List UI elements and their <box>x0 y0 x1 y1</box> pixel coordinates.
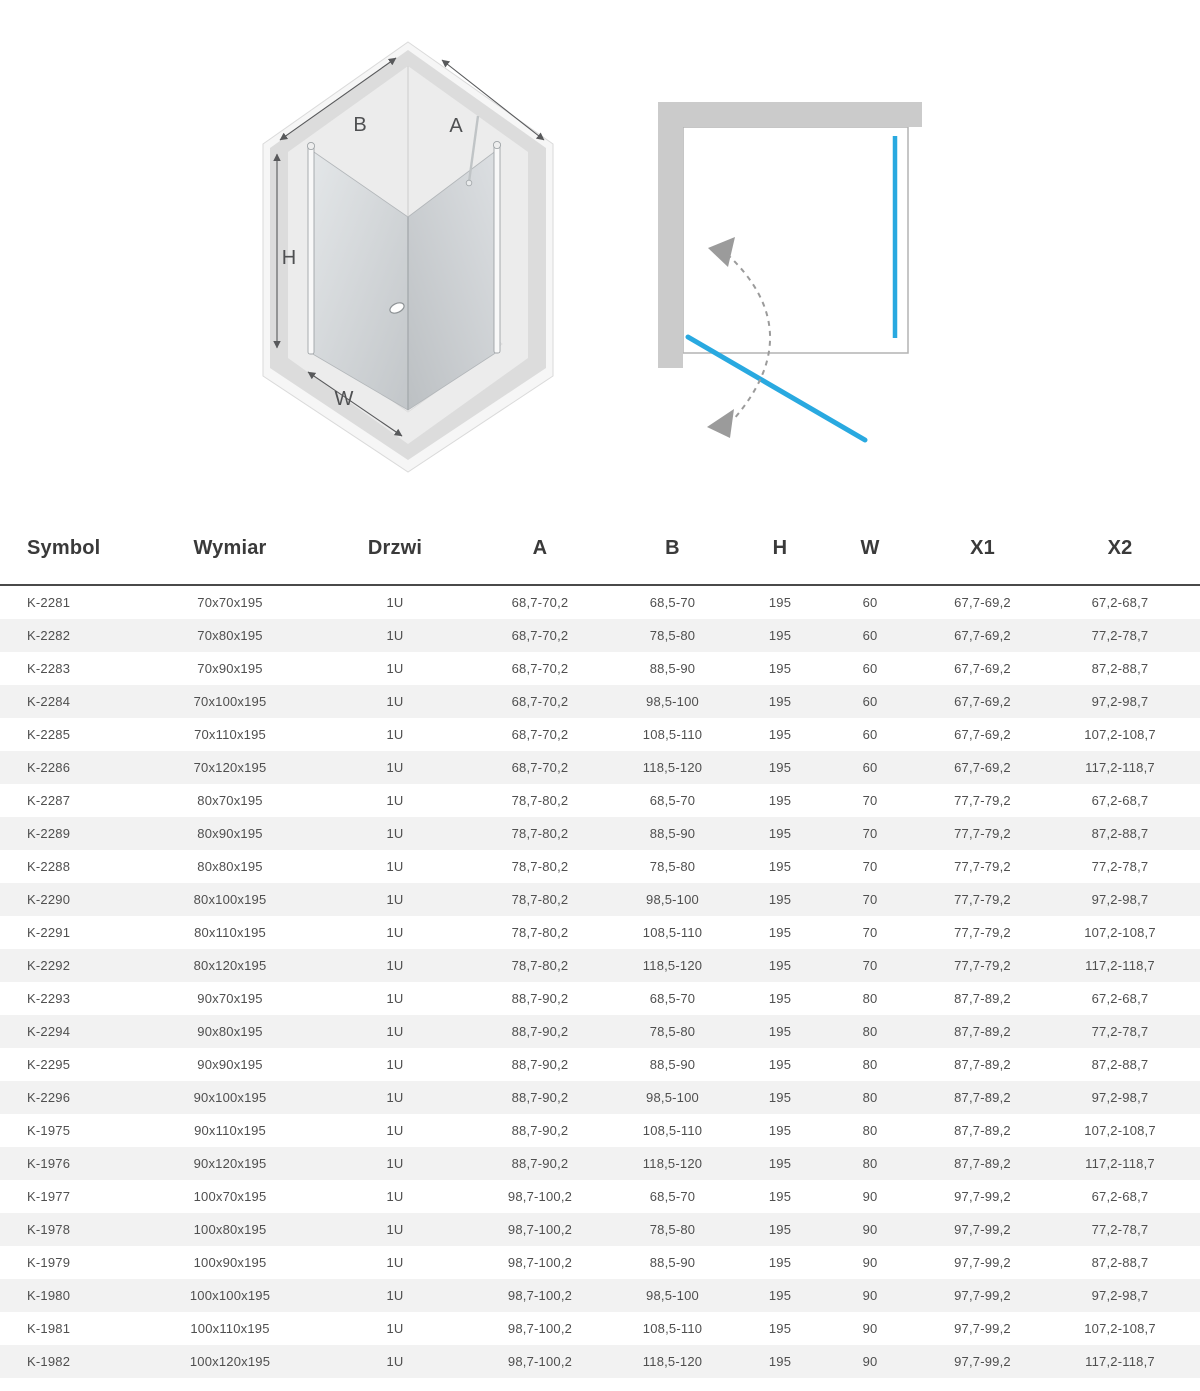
table-cell: 87,7-89,2 <box>954 1090 1011 1105</box>
table-cell: K-1979 <box>27 1255 71 1270</box>
table-cell: 1U <box>386 1222 404 1237</box>
column-header-x2: X2 <box>1107 537 1133 559</box>
table-cell: 77,2-78,7 <box>1091 1222 1149 1237</box>
table-cell: 1U <box>386 892 404 907</box>
table-cell: 98,7-100,2 <box>507 1354 573 1369</box>
dimension-label-h: H <box>281 247 297 269</box>
table-cell: K-2286 <box>27 760 71 775</box>
table-cell: K-2285 <box>27 727 71 742</box>
table-cell: 98,5-100 <box>646 1288 699 1303</box>
table-cell: 195 <box>768 958 792 973</box>
dimension-label-w: W <box>334 388 354 410</box>
table-cell: 68,5-70 <box>649 1189 696 1204</box>
table-cell: 97,7-99,2 <box>954 1222 1011 1237</box>
table-cell: 100x120x195 <box>189 1354 271 1369</box>
isometric-diagram <box>256 36 560 476</box>
table-row <box>0 817 1200 850</box>
plan-diagram <box>650 95 930 445</box>
table-cell: 78,7-80,2 <box>511 958 569 973</box>
table-row <box>0 949 1200 982</box>
table-cell: 1U <box>386 1090 404 1105</box>
table-cell: K-1976 <box>27 1156 71 1171</box>
table-cell: 67,7-69,2 <box>954 760 1011 775</box>
table-cell: 117,2-118,7 <box>1085 1354 1155 1369</box>
table-cell: 70x100x195 <box>193 694 267 709</box>
table-cell: 87,7-89,2 <box>954 1024 1011 1039</box>
table-cell: 1U <box>386 958 404 973</box>
post-cap-right <box>493 141 500 148</box>
table-cell: 68,7-70,2 <box>511 595 569 610</box>
table-cell: 67,2-68,7 <box>1091 793 1149 808</box>
table-cell: 60 <box>862 628 878 643</box>
table-cell: 67,7-69,2 <box>954 595 1011 610</box>
table-row <box>0 916 1200 949</box>
table-cell: 1U <box>386 1057 404 1072</box>
table-cell: 87,7-89,2 <box>954 991 1011 1006</box>
table-cell: 195 <box>768 628 792 643</box>
table-cell: 98,7-100,2 <box>507 1288 573 1303</box>
table-cell: 107,2-108,7 <box>1084 1123 1156 1138</box>
table-cell: 195 <box>768 892 792 907</box>
table-cell: K-1982 <box>27 1354 71 1369</box>
table-cell: 195 <box>768 1354 792 1369</box>
table-cell: 77,7-79,2 <box>954 826 1011 841</box>
table-cell: 68,7-70,2 <box>511 727 569 742</box>
table-cell: 78,5-80 <box>649 1024 696 1039</box>
table-cell: 80x80x195 <box>197 859 263 874</box>
table-cell: 1U <box>386 727 404 742</box>
column-header-wymiar: Wymiar <box>193 537 267 559</box>
table-cell: K-2284 <box>27 694 71 709</box>
table-cell: 60 <box>862 727 878 742</box>
dimension-label-b: B <box>353 114 367 136</box>
table-cell: K-2293 <box>27 991 71 1006</box>
table-row <box>0 784 1200 817</box>
table-cell: 77,7-79,2 <box>954 892 1011 907</box>
table-cell: K-1978 <box>27 1222 71 1237</box>
table-cell: 195 <box>768 595 792 610</box>
table-row <box>0 586 1200 619</box>
table-cell: 70x70x195 <box>197 595 263 610</box>
table-cell: 90x100x195 <box>193 1090 267 1105</box>
table-cell: 108,5-110 <box>642 727 703 742</box>
table-cell: 88,5-90 <box>649 1255 696 1270</box>
table-cell: 68,7-70,2 <box>511 694 569 709</box>
table-cell: 70 <box>862 925 878 940</box>
table-cell: K-2292 <box>27 958 71 973</box>
table-cell: 1U <box>386 760 404 775</box>
column-header-symbol: Symbol <box>27 537 101 559</box>
table-cell: 1U <box>386 1354 404 1369</box>
table-cell: 78,7-80,2 <box>511 892 569 907</box>
table-row <box>0 1147 1200 1180</box>
table-cell: K-2289 <box>27 826 71 841</box>
table-cell: 98,7-100,2 <box>507 1189 573 1204</box>
table-row <box>0 1345 1200 1378</box>
table-cell: 1U <box>386 628 404 643</box>
table-cell: 97,7-99,2 <box>954 1255 1011 1270</box>
table-cell: 68,5-70 <box>649 991 696 1006</box>
table-cell: 90x70x195 <box>197 991 263 1006</box>
table-cell: 90x90x195 <box>197 1057 263 1072</box>
table-cell: 80 <box>862 1156 878 1171</box>
table-cell: 78,5-80 <box>649 1222 696 1237</box>
table-cell: 77,2-78,7 <box>1091 628 1149 643</box>
post-cap-left <box>307 142 314 149</box>
table-cell: 70 <box>862 958 878 973</box>
table-cell: 117,2-118,7 <box>1085 1156 1155 1171</box>
table-cell: 67,2-68,7 <box>1091 595 1149 610</box>
table-row <box>0 619 1200 652</box>
table-cell: 1U <box>386 661 404 676</box>
table-cell: 1U <box>386 1321 404 1336</box>
table-row <box>0 883 1200 916</box>
table-cell: 107,2-108,7 <box>1084 1321 1156 1336</box>
table-cell: 195 <box>768 661 792 676</box>
table-cell: 97,2-98,7 <box>1091 694 1149 709</box>
table-cell: K-1977 <box>27 1189 71 1204</box>
table-row <box>0 1048 1200 1081</box>
table-cell: 195 <box>768 1255 792 1270</box>
table-row <box>0 850 1200 883</box>
product-diagrams <box>0 0 1200 512</box>
table-header-row <box>0 512 1200 586</box>
table-cell: 195 <box>768 1321 792 1336</box>
table-cell: 195 <box>768 1024 792 1039</box>
table-cell: 97,7-99,2 <box>954 1354 1011 1369</box>
table-cell: 118,5-120 <box>642 760 703 775</box>
table-cell: 98,7-100,2 <box>507 1222 573 1237</box>
table-cell: 88,7-90,2 <box>511 1057 569 1072</box>
table-cell: 78,5-80 <box>649 628 696 643</box>
wall-post-left <box>308 146 314 354</box>
table-cell: 195 <box>768 727 792 742</box>
wall-top <box>658 102 922 127</box>
table-cell: 77,7-79,2 <box>954 793 1011 808</box>
table-cell: 87,7-89,2 <box>954 1123 1011 1138</box>
table-cell: 118,5-120 <box>642 1156 703 1171</box>
table-cell: 88,5-90 <box>649 1057 696 1072</box>
table-cell: 1U <box>386 859 404 874</box>
table-cell: 90 <box>862 1321 878 1336</box>
table-cell: 80x100x195 <box>193 892 267 907</box>
table-cell: 60 <box>862 661 878 676</box>
dimension-label-a: A <box>449 115 463 137</box>
table-cell: 78,7-80,2 <box>511 826 569 841</box>
table-cell: 1U <box>386 826 404 841</box>
table-body <box>0 586 1200 1378</box>
table-cell: 68,7-70,2 <box>511 760 569 775</box>
table-cell: 97,7-99,2 <box>954 1189 1011 1204</box>
table-cell: 195 <box>768 694 792 709</box>
table-cell: 67,7-69,2 <box>954 628 1011 643</box>
table-cell: 78,7-80,2 <box>511 925 569 940</box>
table-cell: 1U <box>386 925 404 940</box>
table-cell: K-2282 <box>27 628 71 643</box>
table-cell: 88,7-90,2 <box>511 1090 569 1105</box>
table-cell: 90 <box>862 1222 878 1237</box>
table-cell: 97,2-98,7 <box>1091 1090 1149 1105</box>
table-cell: 77,2-78,7 <box>1091 859 1149 874</box>
table-cell: 67,7-69,2 <box>954 727 1011 742</box>
table-cell: 90x110x195 <box>194 1123 266 1138</box>
table-cell: 195 <box>768 925 792 940</box>
column-header-h: H <box>772 537 788 559</box>
table-cell: K-2295 <box>27 1057 71 1072</box>
table-cell: 100x110x195 <box>190 1321 270 1336</box>
table-cell: 88,7-90,2 <box>511 991 569 1006</box>
table-cell: 195 <box>768 826 792 841</box>
table-cell: 195 <box>768 1222 792 1237</box>
table-cell: K-2294 <box>27 1024 71 1039</box>
table-row <box>0 1279 1200 1312</box>
table-cell: 100x90x195 <box>193 1255 267 1270</box>
table-cell: 68,7-70,2 <box>511 661 569 676</box>
table-cell: 195 <box>768 1090 792 1105</box>
wall-post-right <box>494 145 500 353</box>
table-cell: 78,5-80 <box>649 859 696 874</box>
table-cell: 195 <box>768 1288 792 1303</box>
table-row <box>0 1015 1200 1048</box>
table-cell: 60 <box>862 760 878 775</box>
table-cell: 98,7-100,2 <box>507 1321 573 1336</box>
swing-arrowhead-top <box>708 237 735 267</box>
table-cell: 100x80x195 <box>193 1222 267 1237</box>
table-cell: 195 <box>768 1123 792 1138</box>
table-cell: 67,7-69,2 <box>954 694 1011 709</box>
table-cell: 1U <box>386 1024 404 1039</box>
table-cell: 195 <box>768 1189 792 1204</box>
table-cell: 1U <box>386 694 404 709</box>
table-cell: 60 <box>862 694 878 709</box>
table-cell: 80x70x195 <box>197 793 263 808</box>
table-cell: 1U <box>386 1189 404 1204</box>
table-cell: 90 <box>862 1189 878 1204</box>
table-cell: K-2291 <box>27 925 71 940</box>
table-cell: K-2290 <box>27 892 71 907</box>
table-row <box>0 982 1200 1015</box>
table-cell: 117,2-118,7 <box>1085 958 1155 973</box>
table-cell: 70 <box>862 826 878 841</box>
table-cell: 100x70x195 <box>193 1189 267 1204</box>
table-cell: 88,7-90,2 <box>511 1156 569 1171</box>
table-cell: 80 <box>862 1057 878 1072</box>
table-cell: 108,5-110 <box>642 1321 703 1336</box>
table-row <box>0 1114 1200 1147</box>
table-cell: 80x110x195 <box>194 925 266 940</box>
table-cell: 195 <box>768 1156 792 1171</box>
table-cell: 70x90x195 <box>197 661 263 676</box>
table-row <box>0 1213 1200 1246</box>
table-row <box>0 652 1200 685</box>
table-cell: 70 <box>862 892 878 907</box>
table-cell: 78,7-80,2 <box>511 793 569 808</box>
table-cell: 87,7-89,2 <box>954 1156 1011 1171</box>
table-cell: 60 <box>862 595 878 610</box>
table-cell: 107,2-108,7 <box>1084 925 1156 940</box>
column-header-w: W <box>860 537 880 559</box>
table-cell: 67,7-69,2 <box>954 661 1011 676</box>
table-cell: 97,2-98,7 <box>1091 892 1149 907</box>
table-cell: 77,2-78,7 <box>1091 1024 1149 1039</box>
table-row <box>0 1180 1200 1213</box>
table-cell: K-2281 <box>27 595 71 610</box>
table-cell: 80 <box>862 1024 878 1039</box>
table-cell: 87,7-89,2 <box>954 1057 1011 1072</box>
table-cell: 107,2-108,7 <box>1084 727 1156 742</box>
table-cell: K-1981 <box>27 1321 71 1336</box>
door-swing-arc <box>727 254 770 420</box>
table-cell: 87,2-88,7 <box>1091 661 1149 676</box>
table-cell: K-2288 <box>27 859 71 874</box>
table-cell: 1U <box>386 1288 404 1303</box>
table-row <box>0 751 1200 784</box>
column-header-x1: X1 <box>970 537 995 559</box>
table-row <box>0 685 1200 718</box>
table-cell: 70 <box>862 859 878 874</box>
spec-table <box>0 512 1200 1378</box>
table-cell: 90x80x195 <box>197 1024 263 1039</box>
table-cell: 1U <box>386 1123 404 1138</box>
table-cell: 97,2-98,7 <box>1091 1288 1149 1303</box>
column-header-drzwi: Drzwi <box>367 537 423 559</box>
table-cell: 97,7-99,2 <box>954 1288 1011 1303</box>
table-cell: 195 <box>768 1057 792 1072</box>
table-cell: 68,5-70 <box>649 595 696 610</box>
table-cell: 70x120x195 <box>193 760 267 775</box>
table-cell: 108,5-110 <box>642 925 703 940</box>
table-cell: 90 <box>862 1354 878 1369</box>
table-cell: 87,2-88,7 <box>1091 1255 1149 1270</box>
table-cell: 195 <box>768 793 792 808</box>
table-cell: 77,7-79,2 <box>954 859 1011 874</box>
table-cell: 80 <box>862 1123 878 1138</box>
table-cell: 87,2-88,7 <box>1091 1057 1149 1072</box>
table-cell: 67,2-68,7 <box>1091 991 1149 1006</box>
table-cell: K-2283 <box>27 661 71 676</box>
table-cell: 118,5-120 <box>642 1354 703 1369</box>
table-cell: 108,5-110 <box>642 1123 703 1138</box>
table-cell: K-2287 <box>27 793 71 808</box>
table-cell: 70x110x195 <box>194 727 266 742</box>
table-cell: 100x100x195 <box>189 1288 271 1303</box>
table-cell: K-2296 <box>27 1090 71 1105</box>
table-cell: 77,7-79,2 <box>954 925 1011 940</box>
table-cell: 68,5-70 <box>649 793 696 808</box>
table-cell: 80 <box>862 1090 878 1105</box>
table-cell: 1U <box>386 991 404 1006</box>
table-cell: 68,7-70,2 <box>511 628 569 643</box>
table-cell: 97,7-99,2 <box>954 1321 1011 1336</box>
table-row <box>0 718 1200 751</box>
table-cell: 70x80x195 <box>197 628 263 643</box>
table-cell: 88,7-90,2 <box>511 1123 569 1138</box>
table-cell: 88,5-90 <box>649 826 696 841</box>
table-cell: 70 <box>862 793 878 808</box>
table-cell: 98,5-100 <box>646 1090 699 1105</box>
table-cell: 80x120x195 <box>193 958 267 973</box>
table-cell: 1U <box>386 1255 404 1270</box>
table-cell: 90 <box>862 1288 878 1303</box>
room-outline <box>683 127 908 353</box>
table-cell: 78,7-80,2 <box>511 859 569 874</box>
column-header-a: A <box>532 537 548 559</box>
table-cell: 67,2-68,7 <box>1091 1189 1149 1204</box>
table-cell: 80x90x195 <box>197 826 263 841</box>
table-cell: 1U <box>386 1156 404 1171</box>
table-cell: 118,5-120 <box>642 958 703 973</box>
swing-arrowhead-bottom <box>707 409 734 438</box>
table-cell: 98,5-100 <box>646 694 699 709</box>
table-cell: 90 <box>862 1255 878 1270</box>
table-cell: 77,7-79,2 <box>954 958 1011 973</box>
table-cell: 195 <box>768 859 792 874</box>
table-cell: 88,7-90,2 <box>511 1024 569 1039</box>
table-cell: 98,5-100 <box>646 892 699 907</box>
table-cell: 1U <box>386 595 404 610</box>
table-cell: 117,2-118,7 <box>1085 760 1155 775</box>
table-cell: K-1980 <box>27 1288 71 1303</box>
support-bar-joint <box>466 180 472 186</box>
table-row <box>0 1081 1200 1114</box>
table-cell: 90x120x195 <box>193 1156 267 1171</box>
table-cell: 88,5-90 <box>649 661 696 676</box>
table-cell: 195 <box>768 991 792 1006</box>
table-row <box>0 1312 1200 1345</box>
table-cell: 195 <box>768 760 792 775</box>
column-header-b: B <box>665 537 680 559</box>
table-cell: K-1975 <box>27 1123 71 1138</box>
wall-left <box>658 127 683 368</box>
table-cell: 1U <box>386 793 404 808</box>
table-row <box>0 1246 1200 1279</box>
table-cell: 98,7-100,2 <box>507 1255 573 1270</box>
table-cell: 80 <box>862 991 878 1006</box>
table-cell: 87,2-88,7 <box>1091 826 1149 841</box>
